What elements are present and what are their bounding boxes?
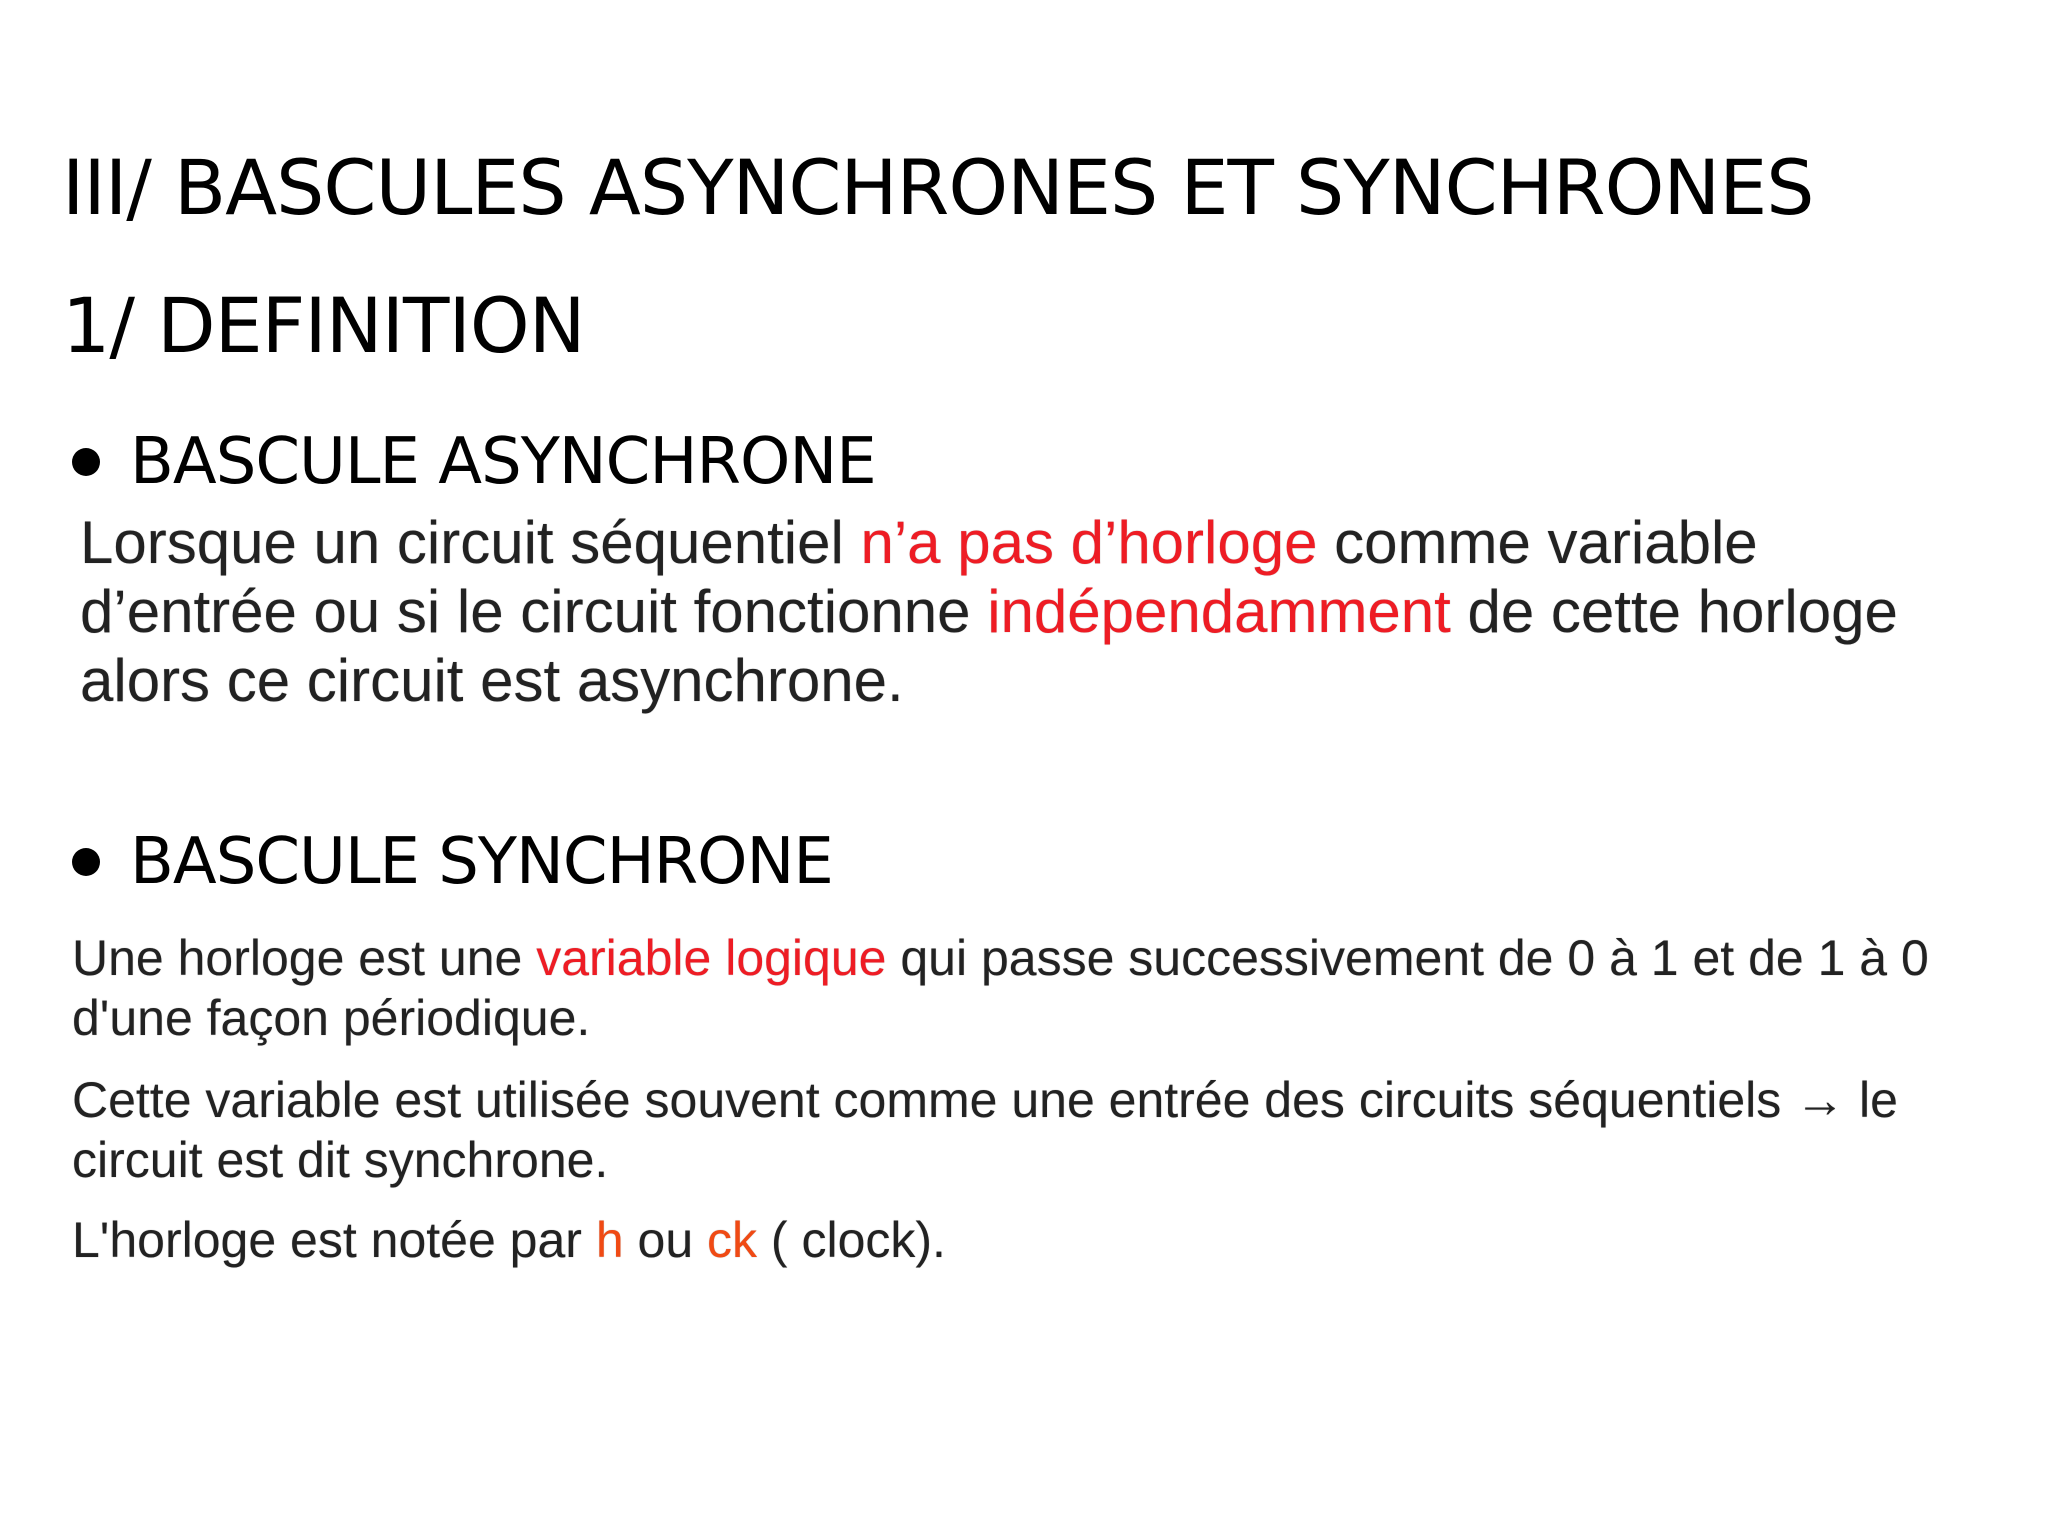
bullet-sync xyxy=(62,825,833,899)
sync-p1-text-1: Une horloge est une xyxy=(72,930,537,986)
slide-title: III/ BASCULES ASYNCHRONES ET SYNCHRONES xyxy=(62,143,1814,232)
async-text-2: comme variable d’entrée ou si le circuit fonctionne xyxy=(80,509,1758,645)
sync-p3-text-1: L'horloge est notée par xyxy=(72,1212,596,1268)
sync-highlight-logic-variable: variable logique xyxy=(536,930,887,986)
bullet-async xyxy=(62,425,876,499)
bullet-dot-icon xyxy=(72,848,100,876)
sync-clock-definition xyxy=(72,928,1992,1048)
sync-p3-text-2: ou xyxy=(623,1212,708,1268)
sync-p3-text-3: ( clock). xyxy=(757,1212,946,1268)
async-definition-text xyxy=(80,508,1960,715)
bullet-sync-label: BASCULE SYNCHRONE xyxy=(130,825,833,899)
sync-p1-text-2: qui passe successivement de 0 à 1 et de 1 à 0 d'une façon périodique. xyxy=(72,930,1929,1046)
async-highlight-no-clock: n’a pas d’horloge xyxy=(860,509,1318,576)
bullet-async-label: BASCULE ASYNCHRONE xyxy=(130,425,876,499)
bullet-dot-icon xyxy=(72,448,100,476)
sync-usage-text: Cette variable est utilisée souvent comme une entrée des circuits séquentiels → le circuit est dit synchrone. xyxy=(72,1072,1898,1188)
slide-subtitle: 1/ DEFINITION xyxy=(62,281,585,370)
async-highlight-independently: indépendamment xyxy=(987,578,1451,645)
sync-notation-text xyxy=(72,1210,1992,1270)
sync-highlight-ck: ck xyxy=(707,1212,758,1268)
sync-highlight-h: h xyxy=(595,1212,624,1268)
async-text-1: Lorsque un circuit séquentiel xyxy=(80,509,861,576)
async-text-3: de cette horloge alors ce circuit est asynchrone. xyxy=(80,578,1898,714)
